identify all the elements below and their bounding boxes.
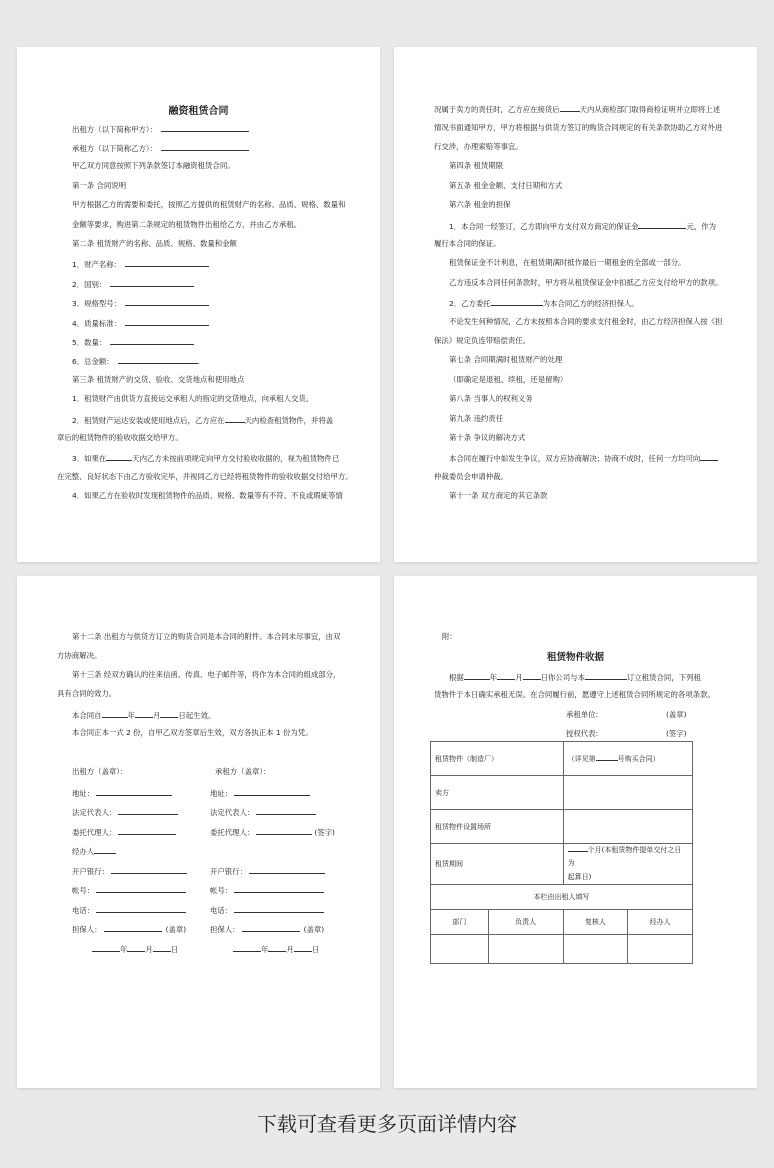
lessee-agent-sign: (签字)	[314, 828, 335, 837]
article-10-heading: 第十条 争议的解决方式	[449, 433, 526, 442]
article-5-heading: 第五条 租金金额、支付日期和方式	[449, 181, 563, 190]
lessee-account-label: 帐号：	[210, 886, 233, 895]
col-reviewer: 复核人	[563, 910, 628, 935]
lessor-guarantor-seal: (盖章)	[165, 925, 187, 934]
attachment-label: 附：	[442, 632, 457, 641]
p2-days-blank	[560, 104, 580, 112]
col-responsible: 负责人	[488, 910, 563, 935]
lessee-legal-rep-label: 法定代表人：	[210, 808, 255, 817]
lessee-unit-label: 承租单位:	[566, 710, 599, 719]
lease-period-a: 个月(本租赁物件提单交付之日为	[567, 846, 682, 868]
lessee-guarantor-seal: (盖章)	[303, 925, 325, 934]
lessee-month: 月	[286, 945, 294, 954]
lessee-month-blank	[268, 944, 286, 952]
p2-line-1	[434, 104, 720, 113]
item-6-line: 6．总金额： .	[72, 357, 201, 366]
lessor-blank	[161, 124, 249, 132]
table-row	[431, 776, 693, 810]
art3-3-b: 天内乙方未按前项规定向甲方交付验收收据的，视为租赁物件已	[132, 454, 340, 463]
table-row	[431, 742, 693, 776]
p2-l1a: 况属于卖方的责任时，乙方应在接货后	[434, 105, 560, 114]
lessee-day: 日	[311, 945, 320, 954]
g1a: 1．本合同一经签订，乙方即向甲方支付双方商定的保证金	[449, 222, 639, 231]
lessor-month-blank	[127, 944, 145, 952]
eff-a: 本合同自	[72, 711, 102, 720]
receipt-title: 租赁物件收据	[546, 652, 604, 663]
col-handler: 经办人	[628, 910, 693, 935]
lessee-guarantor-blank	[242, 924, 300, 932]
lessor-line	[72, 124, 249, 133]
r-party-blank	[585, 672, 627, 680]
lessor-account-blank	[96, 885, 186, 893]
lessor-guarantor	[72, 924, 186, 933]
p2-line-3: 行交涉，办理索赔等事宜。	[434, 142, 523, 151]
eff-y: 年	[127, 711, 135, 720]
article-9-heading: 第九条 违约责任	[449, 414, 504, 423]
receipt-text-cont: 赁物件于本日确实承租无误。在合同履行前，愿遵守上述租赁合同所规定的各项条款。	[434, 690, 715, 699]
handler-line	[72, 846, 116, 855]
handler-blank	[94, 846, 116, 854]
lessor-fill-header: 本栏由出租人填写	[431, 885, 693, 910]
lessee-label: 承租方（以下简称乙方）：	[72, 144, 157, 153]
lessee-agent-blank	[256, 827, 312, 835]
guarantee-4	[449, 298, 639, 307]
contract-ref-a: （详见第	[567, 755, 596, 763]
item-5-label: 5．数量：	[72, 338, 107, 347]
lessor-year-blank	[92, 944, 120, 952]
reviewer-cell	[563, 935, 628, 964]
g4a: 2．乙方委托	[449, 299, 491, 308]
lessee-account-blank	[234, 885, 324, 893]
item-manufacturer-value	[563, 742, 692, 776]
item-5-line	[72, 337, 194, 346]
effective-date	[72, 710, 215, 719]
lessee-bank-blank	[249, 866, 325, 874]
r-month-blank	[497, 672, 515, 680]
lessee-year: 年	[261, 945, 269, 954]
handler-cell	[628, 935, 693, 964]
lessor-year: 年	[120, 945, 128, 954]
article-6-heading: 第六条 租金的担保	[449, 200, 511, 209]
article-13-cont: 具有合同的效力。	[57, 689, 117, 698]
lessor-address	[72, 788, 172, 797]
article-12: 第十二条 出租方与供货方订立的购货合同是本合同的附件。本合同未尽事宜，由双	[72, 632, 341, 641]
item-manufacturer-label: 租赁物件（制造厂）	[431, 742, 564, 776]
art3-3-a: 3．如果在	[72, 454, 107, 463]
lessee-bank-label: 开户银行：	[210, 867, 247, 876]
lessor-guarantor-blank	[104, 924, 162, 932]
document-page-2	[394, 47, 757, 562]
lessee-unit-seal: (盖章)	[666, 710, 687, 719]
months-blank	[568, 844, 588, 852]
lessor-legal-rep-blank	[118, 807, 178, 815]
handler-label: 经办人	[72, 847, 95, 856]
lessor-address-blank	[96, 788, 172, 796]
eff-month-blank	[135, 710, 153, 718]
days-blank-2	[106, 453, 132, 461]
arbitration-blank	[700, 453, 718, 461]
lessor-label: 出租方（以下简称甲方）：	[72, 125, 157, 134]
lessor-address-label: 地址：	[72, 789, 95, 798]
lease-period-value	[563, 844, 692, 885]
r-p1e: 订立租赁合同，下列租	[626, 673, 701, 682]
article-3-item-2	[72, 415, 333, 424]
lessor-phone-label: 电话：	[72, 906, 95, 915]
r-p1d: 日你公司与本	[540, 673, 585, 682]
document-page-1	[17, 47, 380, 562]
g4b: 为本合同乙方的经济担保人。	[542, 299, 639, 308]
download-more-link[interactable]: 下载可查看更多页面详情内容	[257, 1112, 517, 1136]
article-1-text-cont: 金额等要求，购进第二条规定的租赁物件出租给乙方，并由乙方承租。	[72, 220, 302, 229]
seller-value	[563, 776, 692, 810]
lessee-legal-rep-blank	[256, 807, 316, 815]
department-cell	[431, 935, 489, 964]
article-1-heading: 第一条 合同说明	[72, 181, 127, 190]
table-row	[431, 885, 693, 910]
lessor-bank-label: 开户银行：	[72, 867, 109, 876]
lessee-seal-label: 承租方（盖章）：	[215, 767, 271, 776]
article-2-heading: 第二条 租赁财产的名称、品质、规格、数量和金额	[72, 239, 237, 248]
lease-period-label: 租赁期间	[431, 844, 564, 885]
art3-2-a: 2．租赁财产运达安装或使用地点后，乙方应在	[72, 416, 225, 425]
lessee-day-blank	[294, 944, 312, 952]
lessor-seal-label: 出租方（盖章）：	[72, 767, 128, 776]
lessor-account-label: 帐号：	[72, 886, 95, 895]
lessee-address-blank	[234, 788, 310, 796]
lessee-blank	[161, 143, 249, 151]
lessor-day-blank	[153, 944, 171, 952]
item-4-line	[72, 318, 209, 327]
responsible-cell	[488, 935, 563, 964]
item-5-blank	[110, 337, 194, 345]
authorized-rep-label: 授权代表:	[566, 729, 599, 738]
table-row	[431, 810, 693, 844]
lessor-legal-rep	[72, 807, 178, 816]
lessee-phone-label: 电话：	[210, 906, 233, 915]
article-3-item-1: 1．租赁财产由供货方直接运交承租人的指定的交货地点，向承租人交货。	[72, 394, 314, 403]
guarantor-blank	[491, 298, 543, 306]
lessor-bank	[72, 866, 187, 875]
r-p1a: 根据	[449, 673, 464, 682]
item-6-blank	[118, 356, 198, 364]
art3-2-b: 天内检查租赁物件，并将盖	[244, 416, 334, 425]
article-4-heading: 第四条 租赁期限	[449, 161, 504, 170]
table-row	[431, 935, 693, 964]
lessee-account	[210, 885, 324, 894]
article-3-item-2-cont: 章后的租赁物件的验收收据交给甲方。	[57, 433, 183, 442]
article-3-item-4: 4．如果乙方在验收时发现租赁物件的品质、规格、数量等有不符、不良或瑕疵等情	[72, 491, 343, 500]
r-p1c: 月	[515, 673, 523, 682]
days-blank	[225, 415, 245, 423]
receipt-table	[430, 741, 693, 964]
document-page-4	[394, 576, 757, 1088]
lessee-year-blank	[233, 944, 261, 952]
article-3-item-3-cont: 在完整、良好状态下由乙方验收完毕，并视同乙方已经将租赁物件的验收收据交付给甲方。	[57, 472, 353, 481]
lease-period-b: 起算日)	[567, 872, 592, 881]
item-1-blank	[125, 259, 209, 267]
eff-m: 月	[152, 711, 161, 720]
dispute-text	[449, 453, 718, 462]
lessor-phone	[72, 905, 186, 914]
lessor-month: 月	[145, 945, 153, 954]
lessee-bank	[210, 866, 325, 875]
lessor-agent	[72, 827, 176, 836]
r-day-blank	[523, 672, 541, 680]
article-1-text: 甲方根据乙方的需要和委托，按照乙方提供的租赁财产的名称、品质、规格、数量和	[72, 200, 346, 209]
lessee-phone-blank	[234, 905, 324, 913]
lessee-address-label: 地址：	[210, 789, 233, 798]
g1b: 元，作为	[686, 222, 717, 231]
eff-year-blank	[102, 710, 128, 718]
item-4-label: 4．质量标准：	[72, 319, 122, 328]
article-7-heading: 第七条 合同期满时租赁财产的处理	[449, 355, 563, 364]
guarantee-5-cont: 保法》规定负连带赔偿责任。	[434, 336, 531, 345]
contract-title: 融资租赁合同	[168, 106, 229, 117]
lessee-agent-label: 委托代理人：	[210, 828, 255, 837]
lessee-date	[233, 944, 319, 953]
article-12-cont: 方协商解决。	[57, 651, 102, 660]
item-1-label: 1．财产名称：	[72, 260, 122, 269]
item-6-label: 6．总金额：	[72, 357, 114, 366]
document-page-3	[17, 576, 380, 1088]
item-3-blank	[125, 298, 209, 306]
table-row	[431, 910, 693, 935]
lessee-guarantor	[210, 924, 324, 933]
lessor-agent-label: 委托代理人：	[72, 828, 117, 837]
item-2-blank	[110, 279, 194, 287]
lessor-agent-blank	[118, 827, 176, 835]
article-3-item-3	[72, 453, 339, 462]
table-row	[431, 844, 693, 885]
contract-no-blank	[596, 753, 618, 761]
lessee-agent	[210, 827, 335, 836]
p2-line-2: 情况书面通知甲方，甲方将根据与供货方签订的购货合同规定的有关条款协助乙方对外进	[434, 123, 723, 132]
lessee-line	[72, 143, 249, 152]
item-2-label: 2．国别：	[72, 280, 107, 289]
install-location-label: 租赁物件设置场所	[431, 810, 564, 844]
lessor-date	[92, 944, 178, 953]
item-4-blank	[125, 318, 209, 326]
eff-d: 日起生效。	[178, 711, 216, 720]
lessor-day: 日	[170, 945, 179, 954]
guarantee-5: 不论发生何种情况，乙方未按照本合同的要求支付租金时，由乙方经济担保人按《担	[449, 317, 723, 326]
article-7-sub: （即确定是退租、续租，还是留购）	[449, 375, 568, 384]
item-3-line	[72, 298, 209, 307]
lessor-legal-rep-label: 法定代表人：	[72, 808, 117, 817]
seller-label: 卖方	[431, 776, 564, 810]
receipt-text	[449, 672, 701, 681]
copies-text: 本合同正本一式 2 份，自甲乙双方签章后生效，双方各执正本 1 份为凭。	[72, 728, 313, 737]
eff-day-blank	[160, 710, 178, 718]
lessor-bank-blank	[111, 866, 187, 874]
r-year-blank	[464, 672, 490, 680]
article-11-heading: 第十一条 双方商定的其它条款	[449, 491, 548, 500]
col-department: 部门	[431, 910, 489, 935]
dispute-text-cont: 仲裁委员会申请仲裁。	[434, 472, 508, 481]
install-location-value	[563, 810, 692, 844]
item-1-line	[72, 259, 209, 268]
lessor-account	[72, 885, 186, 894]
r-p1b: 年	[489, 673, 498, 682]
contract-ref-b: 号购买合同）	[617, 755, 660, 763]
item-3-label: 3．规格型号：	[72, 299, 122, 308]
item-2-line	[72, 279, 194, 288]
guarantee-2: 租赁保证金不计利息，在租赁期满时抵作最后一期租金的全部或一部分。	[449, 258, 686, 267]
lessee-guarantor-label: 担保人：	[210, 925, 240, 934]
lessee-phone	[210, 905, 324, 914]
lessee-legal-rep	[210, 807, 316, 816]
guarantee-3: 乙方违反本合同任何条款时，甲方将从租赁保证金中扣抵乙方应支付给甲方的款项。	[449, 278, 723, 287]
authorized-rep-sign: (签字)	[666, 729, 687, 738]
d1: 本合同在履行中如发生争议，双方应协商解决；协商不成时，任何一方均可向	[449, 454, 701, 463]
lessor-phone-blank	[96, 905, 186, 913]
guarantee-1	[449, 221, 716, 230]
article-13: 第十三条 经双方确认的往来信函、传真、电子邮件等，将作为本合同的组成部分，	[72, 670, 341, 679]
p2-l1b: 天内从商检部门取得商检证明并立即将上述	[579, 105, 721, 114]
article-3-heading: 第三条 租赁财产的交货、验收、交货地点和使用地点	[72, 375, 245, 384]
deposit-blank	[638, 221, 686, 229]
guarantee-1-cont: 履行本合同的保证。	[434, 239, 501, 248]
article-8-heading: 第八条 当事人的权利义务	[449, 394, 533, 403]
intro-text: 甲乙双方同意按照下列条款签订本融资租赁合同。	[72, 161, 235, 170]
lessee-address	[210, 788, 310, 797]
lessor-guarantor-label: 担保人：	[72, 925, 102, 934]
